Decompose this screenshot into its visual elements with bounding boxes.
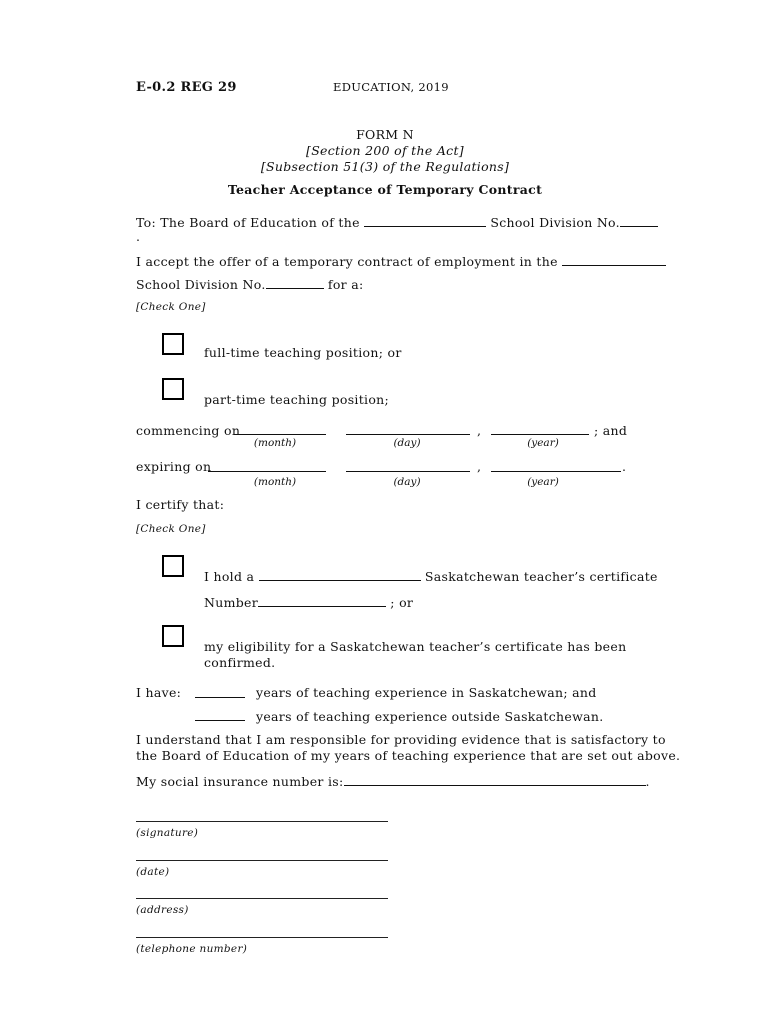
date-caption: (date) [136,866,170,878]
commencing-comma: , [477,423,482,438]
expiring-comma: , [477,459,482,474]
expiring-label: expiring on [136,459,212,474]
signature-caption: (signature) [136,827,199,839]
certificate-holder-checkbox[interactable] [162,555,184,577]
telephone-field[interactable] [136,937,388,938]
to-prefix: To: The Board of Education of the [136,215,360,230]
sin-end: . [645,774,650,789]
sask-cert-label: Saskatchewan teacher’s certificate [424,569,658,584]
accept-division-number-field[interactable] [266,275,324,289]
commencing-day-caption: (day) [393,437,421,449]
accept-division-label: School Division No. [136,277,266,292]
hold-label: I hold a [204,569,255,584]
accept-line-1 [136,252,666,269]
check-one-label: [Check One] [136,301,206,313]
form-subsection: [Subsection 51(3) of the Regulations] [260,159,510,174]
accept-for-label: for a: [327,277,364,292]
accept-line-2 [136,275,363,292]
telephone-caption: (telephone number) [136,943,248,955]
expiring-day-field[interactable] [346,471,470,472]
certificate-class-field[interactable] [259,567,421,581]
accept-text: I accept the offer of a temporary contract of employment in the [136,254,558,269]
commencing-month-caption: (month) [253,437,297,449]
document-title: EDUCATION, 2019 [333,80,449,94]
form-heading: Teacher Acceptance of Temporary Contract [227,182,543,197]
division-number-field[interactable] [620,213,658,227]
sin-field[interactable] [344,772,646,786]
form-section: [Section 200 of the Act] [306,143,464,158]
to-division-label: School Division No. [490,215,620,230]
date-field[interactable] [136,860,388,861]
expiring-year-field[interactable] [491,471,621,472]
sin-label: My social insurance number is: [136,774,344,789]
commencing-label: commencing on [136,423,241,438]
signature-field[interactable] [136,821,388,822]
check-one-label-2: [Check One] [136,523,206,535]
eligibility-checkbox[interactable] [162,625,184,647]
expiring-month-field[interactable] [208,471,326,472]
years-outside-field[interactable] [195,720,245,721]
commencing-month-field[interactable] [234,434,326,435]
certify-label: I certify that: [136,497,225,512]
to-line [136,213,658,230]
board-name-field[interactable] [364,213,486,227]
accept-division-name-field[interactable] [562,252,666,266]
part-time-label: part-time teaching position; [204,392,390,407]
eligibility-line-2: confirmed. [204,655,276,670]
expiring-end: . [622,459,627,474]
years-inside-field[interactable] [195,697,245,698]
certificate-number-field[interactable] [258,593,386,607]
number-label: Number [204,595,259,610]
full-time-label: full-time teaching position; or [204,345,402,360]
commencing-end: ; and [594,423,628,438]
understand-line-2: the Board of Education of my years of teaching experience that are set out above. [136,748,681,763]
certificate-number-line [204,593,413,610]
expiring-month-caption: (month) [253,476,297,488]
part-time-checkbox[interactable] [162,378,184,400]
expiring-year-caption: (year) [527,476,559,488]
full-time-checkbox[interactable] [162,333,184,355]
sin-line [136,772,650,789]
expiring-day-caption: (day) [393,476,421,488]
eligibility-line-1: my eligibility for a Saskatchewan teacher’s certificate has been [204,639,627,654]
regulation-number: E-0.2 REG 29 [136,80,237,95]
or-label: ; or [390,595,414,610]
commencing-day-field[interactable] [346,434,470,435]
commencing-year-field[interactable] [491,434,589,435]
years-outside-label: years of teaching experience outside Saskatchewan. [256,709,604,724]
address-caption: (address) [136,904,189,916]
commencing-year-caption: (year) [527,437,559,449]
i-have-label: I have: [136,685,182,700]
understand-line-1: I understand that I am responsible for providing evidence that is satisfactory to [136,732,666,747]
form-name: FORM N [356,127,414,142]
years-inside-label: years of teaching experience in Saskatchewan; and [256,685,597,700]
to-trailing-dot: . [136,229,141,244]
address-field[interactable] [136,898,388,899]
certificate-line [204,567,658,584]
